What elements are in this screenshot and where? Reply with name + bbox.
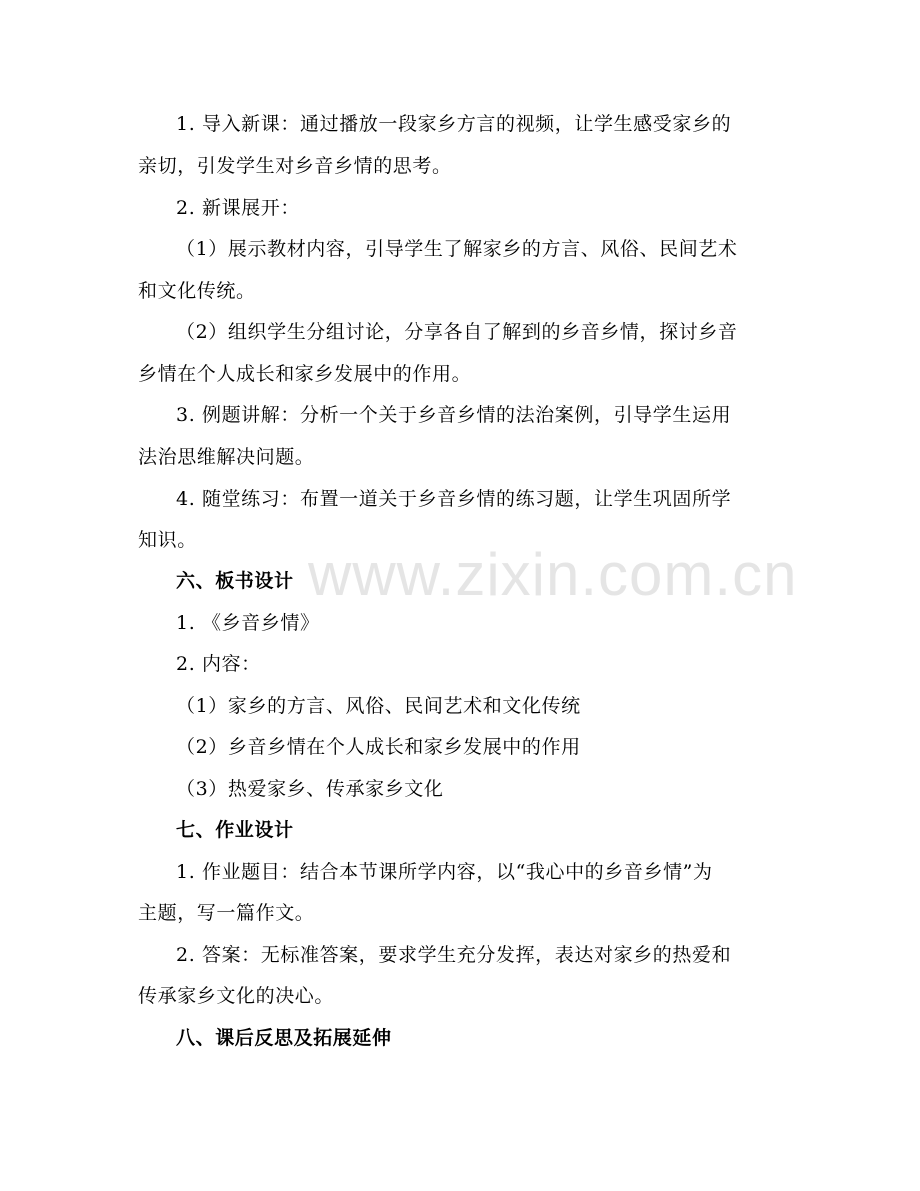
paragraph-line: 亲切，引发学生对乡音乡情的思考。: [138, 155, 452, 177]
paragraph-line: 1. 作业题目：结合本节课所学内容，以“我心中的乡音乡情”为: [176, 861, 713, 883]
section-heading: 八、课后反思及拓展延伸: [176, 1027, 392, 1049]
paragraph-line: 主题，写一篇作文。: [138, 902, 315, 924]
paragraph-line: 1. 导入新课：通过播放一段家乡方言的视频，让学生感受家乡的: [176, 113, 732, 135]
paragraph-line: （2）组织学生分组讨论，分享各自了解到的乡音乡情，探讨乡音: [176, 321, 738, 343]
paragraph-line: （1）展示教材内容，引导学生了解家乡的方言、风俗、民间艺术: [176, 238, 738, 260]
paragraph-line: 法治思维解决问题。: [138, 446, 315, 468]
section-heading: 六、板书设计: [176, 570, 294, 592]
paragraph-line: 1. 《乡音乡情》: [176, 612, 320, 634]
paragraph-line: （2）乡音乡情在个人成长和家乡发展中的作用: [176, 736, 581, 758]
paragraph-line: 乡情在个人成长和家乡发展中的作用。: [138, 363, 472, 385]
paragraph-line: 传承家乡文化的决心。: [138, 985, 335, 1007]
watermark: www.zixin.com.cn: [308, 541, 798, 608]
paragraph-line: （1）家乡的方言、风俗、民间艺术和文化传统: [176, 695, 581, 717]
paragraph-line: 知识。: [138, 529, 197, 551]
paragraph-line: 3. 例题讲解：分析一个关于乡音乡情的法治案例，引导学生运用: [176, 404, 732, 426]
paragraph-line: 2. 新课展开：: [176, 197, 300, 219]
paragraph-line: 4. 随堂练习：布置一道关于乡音乡情的练习题，让学生巩固所学: [176, 488, 732, 510]
paragraph-line: 2. 答案：无标准答案，要求学生充分发挥，表达对家乡的热爱和: [176, 944, 732, 966]
paragraph-line: 2. 内容：: [176, 653, 261, 675]
paragraph-line: （3）热爱家乡、传承家乡文化: [176, 778, 444, 800]
section-heading: 七、作业设计: [176, 819, 294, 841]
paragraph-line: 和文化传统。: [138, 280, 256, 302]
